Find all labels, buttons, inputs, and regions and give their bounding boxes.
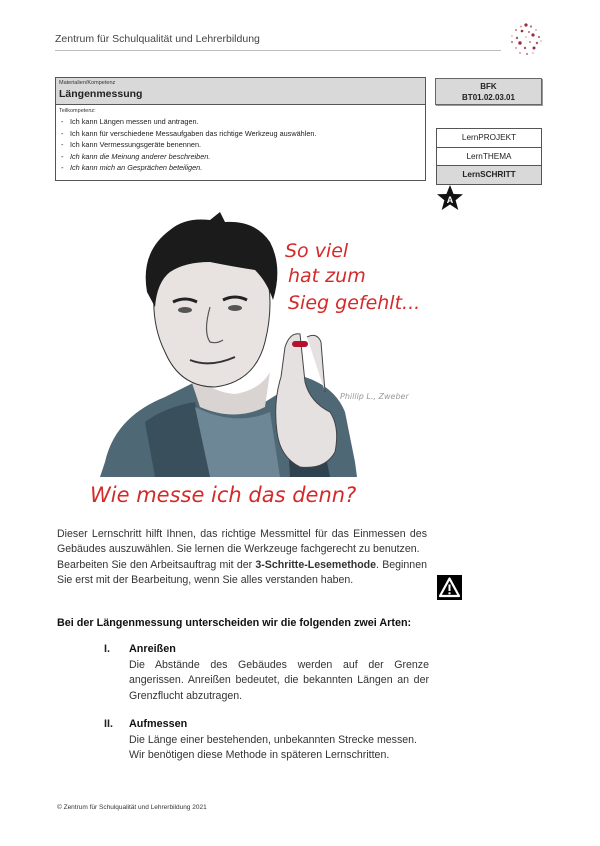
subcompetence-item: - Ich kann die Meinung anderer beschreiben. [61,151,425,163]
illustration-caption: Wie messe ich das denn? [90,483,357,507]
method-title: Anreißen [129,643,176,655]
intro-p2-after: . Beginnen Sie erst mit der Bearbeitung, wenn Sie alles verstanden haben. [57,558,427,586]
course-code-line1: BFK [480,82,497,91]
warning-icon [437,575,462,600]
subcompetence-label: Teilkompetenz: [59,108,96,114]
footer-copyright: © Zentrum für Schulqualität und Lehrerbildung 2021 [57,804,207,811]
intro-p2-before: Bearbeiten Sie den Arbeitsauftrag mit der [57,558,256,571]
header-divider [55,50,501,51]
method-title: Aufmessen [129,718,188,730]
subcompetence-list [56,116,425,174]
subcompetence-item: - Ich kann für verschiedene Messaufgaben das richtige Werkzeug auswählen. [61,128,425,140]
level-badge-letter: A [446,195,454,205]
speech-line-2: hat zum [288,265,366,287]
section-heading: Bei der Längenmessung unterscheiden wir die folgenden zwei Arten: [57,617,412,629]
header-organization: Zentrum für Schulqualität und Lehrerbildung [55,33,260,45]
organization-logo-icon [508,22,544,58]
competence-title: Längenmessung [59,88,143,100]
method-description-line: Wir benötigen diese Methode in späteren Lernschritten. [129,749,390,762]
subcompetence-item: - Ich kann mich an Gesprächen beteiligen. [61,162,425,174]
reading-method-name: 3-Schritte-Lesemethode [255,558,377,571]
method-description [129,733,429,764]
subcompetence-item: - Ich kann Vermessungsgeräte benennen. [61,139,425,151]
course-code-line2: BT01.02.03.01 [462,93,515,102]
star-icon [436,184,464,212]
intro-paragraph-1: Dieser Lernschritt hilft Ihnen, das richtige Messmittel für das Einmessen des Gebäudes auszuwählen. Sie lernen die Werkzeuge fachgerecht zu benutzen. [57,528,427,556]
artist-signature: Phillip L., Zweber [340,392,409,401]
illustration-man-with-pill [85,212,430,510]
intro-paragraph-2 [57,558,427,589]
speech-line-1: So viel [285,240,349,262]
competence-kicker: Materialien/Kompetenz [59,80,116,86]
learning-level-projekt: LernPROJEKT [437,129,541,148]
intro-text [57,527,427,588]
method-description: Die Abstände des Gebäudes werden auf der Grenze angerissen. Anreißen bedeutet, die bekannten Längen an der Grenzflucht abzutragen. [129,659,429,702]
learning-level-thema: LernTHEMA [437,148,541,167]
learning-level-table [436,128,542,185]
learning-level-schritt: LernSCHRITT [437,166,541,184]
method-description-line: Die Länge einer bestehenden, unbekannten Strecke messen. [129,734,417,746]
competence-box [55,77,426,181]
speech-line-3: Sieg gefehlt... [288,292,421,314]
method-number: I. [104,643,110,655]
method-number: II. [104,718,113,730]
competence-header [56,78,425,105]
subcompetence-item: - Ich kann Längen messen und antragen. [61,116,425,128]
course-code-box [435,78,542,105]
